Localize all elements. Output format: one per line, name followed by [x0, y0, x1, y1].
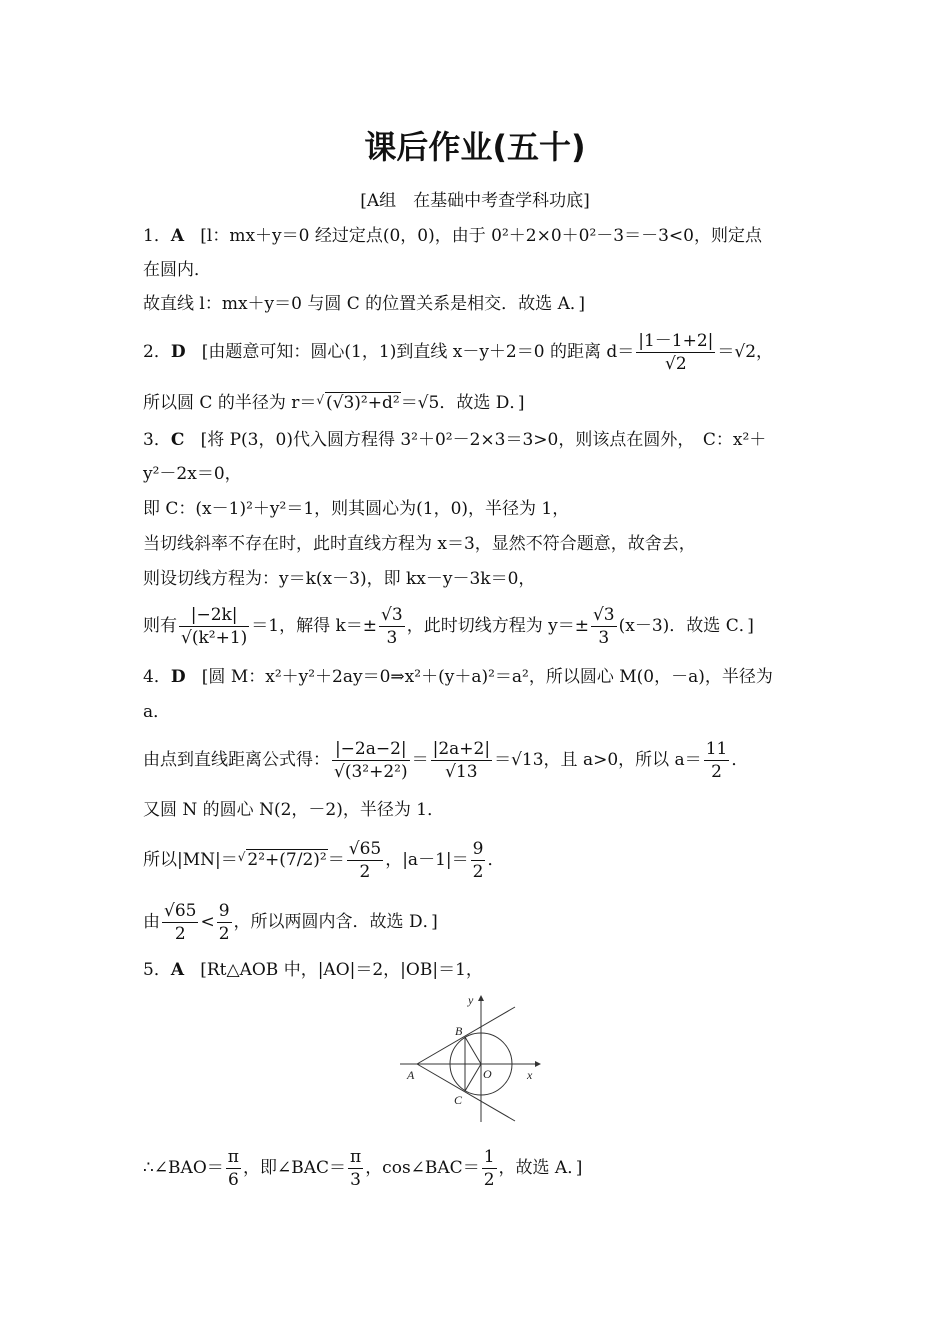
q5-fraction-1-den: 6: [227, 1170, 239, 1190]
label-x: x: [527, 1068, 533, 1082]
q2-line-2: [143, 388, 525, 415]
page-title: 课后作业(五十): [364, 128, 586, 166]
q3-fraction-3: [591, 604, 617, 649]
q5-fraction-2-den: 3: [350, 1170, 361, 1190]
q2-answer: D: [170, 342, 186, 362]
q3-line-2: y²－2x＝0，: [143, 464, 242, 484]
q4-line-4: 又圆 N 的圆心 N(2，－2)，半径为 1．: [143, 800, 445, 820]
q5-fraction-3-num: 1: [483, 1147, 495, 1167]
x-axis-arrow: [535, 1061, 541, 1067]
segment-oc: [465, 1064, 481, 1091]
q4-line-3: [143, 738, 748, 783]
q4-fraction-3: [704, 738, 730, 783]
q2-text-1: [由题意可知：圆心(1，1)到直线 x－y＋2＝0 的距离 d＝: [201, 342, 635, 362]
q4-l3-mid: ＝√13，且 a>0，所以 a＝: [494, 750, 702, 770]
q4-fraction-7: [217, 900, 232, 945]
label-a: A: [407, 1068, 415, 1082]
q4-text-1: [圆 M：x²＋y²＋2ay＝0⇒x²＋(y＋a)²＝a²，所以圆心 M(0，－a)，半径为: [201, 667, 773, 687]
q5-answer: A: [170, 960, 185, 980]
q4-fraction-1: [332, 738, 410, 783]
q3-fraction-1-den: √(k²+1): [181, 628, 248, 648]
q4-answer: D: [170, 667, 186, 687]
q4-l5-pre: 所以|MN|＝: [143, 850, 238, 870]
q4-fraction-5-den: 2: [472, 862, 484, 882]
q3-l6-mid2: ，此时切线方程为 y＝±: [406, 616, 589, 636]
tangent-line-lower: [417, 1064, 515, 1121]
q3-fraction-2-den: 3: [386, 628, 398, 648]
label-c: C: [454, 1093, 463, 1107]
q5-number: 5．: [143, 960, 171, 980]
y-axis-arrow: [478, 995, 484, 1001]
q1-line-1: [143, 224, 762, 248]
q2-number: 2．: [143, 342, 171, 362]
q3-fraction-1-num: |−2k|: [179, 604, 249, 627]
label-o: O: [483, 1067, 492, 1081]
q5-fraction-1-num: π: [227, 1147, 239, 1167]
q2-fraction-denominator: √2: [665, 354, 687, 374]
q4-line-6: [143, 900, 438, 945]
q3-fraction-2-num: √3: [381, 605, 403, 625]
q2-line-2-post: ＝√5．故选 D．]: [400, 393, 525, 413]
q3-line-5: 则设切线方程为：y＝k(x－3)，即 kx－y－3k＝0，: [143, 569, 536, 589]
q2-fraction: [636, 330, 715, 375]
q3-l6-post: (x－3)．故选 C．]: [618, 616, 754, 636]
q3-number: 3．: [143, 430, 171, 450]
q3-answer: C: [170, 430, 185, 450]
q4-fraction-2-num: |2a+2|: [432, 739, 491, 759]
group-heading: [A组 在基础中考查学科功底]: [360, 191, 590, 211]
q4-fraction-2-den: √13: [445, 762, 478, 782]
q4-line-5: [143, 838, 504, 883]
q4-line-2: a．: [143, 702, 171, 722]
q2-fraction-numerator: |1－1+2|: [638, 331, 714, 351]
q2-text-2: ＝√2，: [717, 342, 774, 362]
q4-l5-mid: ，|a－1|＝: [385, 850, 469, 870]
q1-line-2: 在圆内．: [143, 260, 211, 280]
q5-figure: [395, 992, 545, 1127]
q3-fraction-3-num: √3: [592, 605, 615, 625]
label-y: y: [468, 993, 474, 1007]
label-b: B: [455, 1024, 463, 1038]
q3-line-4: 当切线斜率不存在时，此时直线方程为 x＝3，显然不符合题意，故舍去，: [143, 534, 696, 554]
q3-fraction-2: [379, 604, 405, 649]
q5-text-1: [Rt△AOB 中，|AO|＝2，|OB|＝1，: [200, 960, 483, 980]
q4-l6-pre: 由: [143, 912, 160, 932]
q4-fraction-5-num: 9: [472, 839, 484, 859]
q4-fraction-4: [347, 838, 383, 883]
q5-fraction-2-num: π: [350, 1147, 362, 1167]
q3-fraction-1: [179, 604, 249, 649]
q5-l2-pre: ∴∠BAO＝: [143, 1158, 224, 1178]
q2-line-2-pre: 所以圆 C 的半径为 r＝: [143, 393, 317, 413]
q4-number: 4．: [143, 667, 171, 687]
q3-line-3: 即 C：(x－1)²＋y²＝1，则其圆心为(1，0)，半径为 1，: [143, 499, 570, 519]
radical-sign: √: [237, 850, 246, 864]
q1-line-3: 故直线 l：mx＋y＝0 与圆 C 的位置关系是相交．故选 A．]: [143, 294, 585, 314]
q4-fraction-1-den: √(3²+2²): [334, 762, 408, 782]
q1-text-1: [l：mx＋y＝0 经过定点(0，0)，由于 0²＋2×0＋0²－3＝－3<0，则定点: [200, 226, 762, 246]
q4-fraction-5: [471, 838, 486, 883]
q4-fraction-7-den: 2: [218, 924, 230, 944]
q2-radicand: (√3)²+d²: [326, 393, 400, 413]
q4-fraction-3-num: 11: [705, 739, 728, 759]
q4-fraction-4-den: 2: [359, 862, 371, 882]
q5-fraction-3: [482, 1146, 497, 1191]
q5-fraction-1: [226, 1146, 241, 1191]
q2-line-1: [143, 330, 773, 375]
q1-number: 1．: [143, 226, 171, 246]
q3-l6-mid: ＝1，解得 k＝±: [251, 616, 378, 636]
q4-l3-post: ．: [731, 750, 749, 770]
q3-l6-pre: 则有: [143, 616, 177, 636]
tangent-line-upper: [417, 1007, 515, 1064]
q4-fraction-6: [162, 900, 198, 945]
q1-answer: A: [170, 226, 185, 246]
q4-l3-pre: 由点到直线距离公式得：: [143, 750, 330, 770]
q3-text-1: [将 P(3，0)代入圆方程得 3²＋0²－2×3＝3>0，则该点在圆外， C：x²＋: [200, 430, 767, 450]
radical-sign: √: [316, 393, 325, 407]
q5-l2-mid2: ，cos∠BAC＝: [365, 1158, 480, 1178]
q4-l5-eq: ＝: [327, 850, 345, 870]
q4-l5-post: ．: [487, 850, 505, 870]
q4-fraction-3-den: 2: [711, 762, 722, 782]
q4-fraction-7-num: 9: [218, 901, 230, 921]
q4-l6-lt: <: [200, 912, 215, 932]
q4-fraction-6-den: 2: [174, 924, 186, 944]
q4-l3-eq: ＝: [411, 750, 429, 770]
q5-l2-mid: ，即∠BAC＝: [242, 1158, 346, 1178]
q5-fraction-2: [348, 1146, 363, 1191]
q5-l2-post: ，故选 A．]: [498, 1158, 583, 1178]
q5-line-2: [143, 1146, 582, 1191]
q3-line-1: [143, 428, 766, 452]
q5-fraction-3-den: 2: [483, 1170, 495, 1190]
q4-l6-post: ，所以两圆内含．故选 D．]: [233, 912, 438, 932]
q4-line-1: [143, 665, 773, 689]
q5-line-1: [143, 958, 483, 982]
q4-fraction-1-num: |−2a−2|: [332, 738, 410, 761]
q3-line-6: [143, 604, 754, 649]
segment-ob: [465, 1037, 481, 1064]
q3-fraction-3-den: 3: [598, 628, 610, 648]
q4-fraction-2: [431, 738, 492, 783]
q4-radicand: 2²+(7/2)²: [247, 850, 327, 870]
q4-fraction-6-num: √65: [164, 901, 197, 921]
q4-fraction-4-num: √65: [348, 839, 382, 859]
